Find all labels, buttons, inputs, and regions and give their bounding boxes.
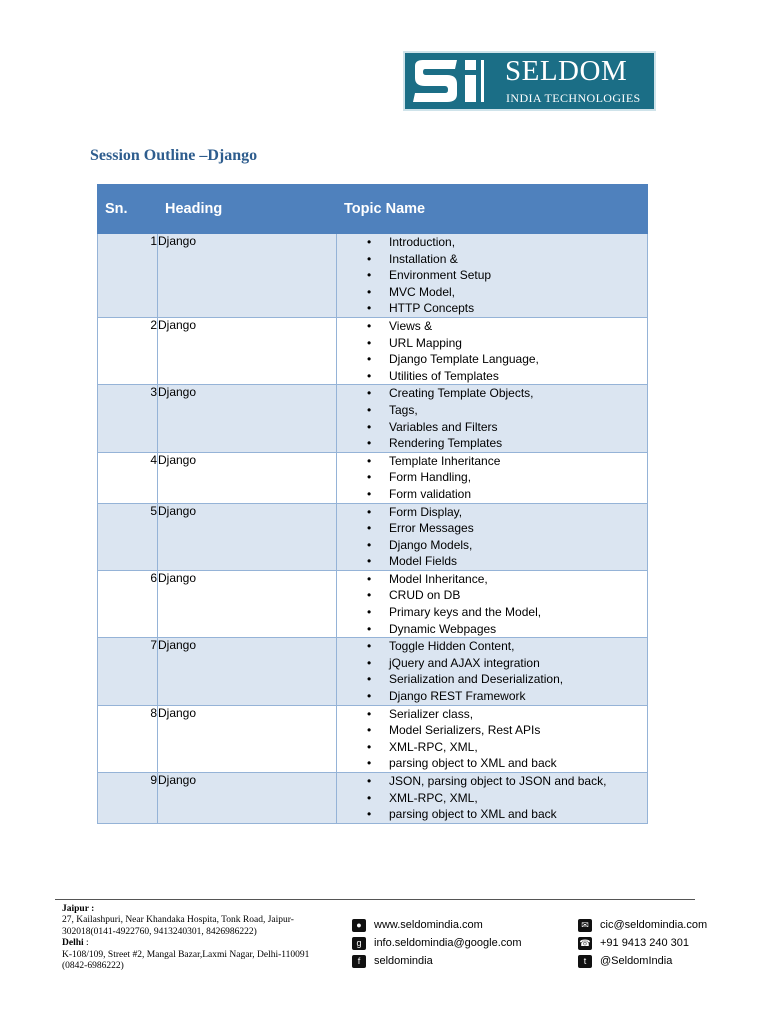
- website-contact[interactable]: [352, 918, 483, 932]
- email-contact[interactable]: [578, 918, 707, 932]
- row-sn: 7: [98, 638, 158, 705]
- column-header-heading: Heading: [158, 185, 337, 234]
- google-plus-icon: g: [352, 937, 366, 950]
- twitter-contact[interactable]: [578, 954, 672, 968]
- row-heading: Django: [158, 317, 337, 384]
- row-sn: 9: [98, 773, 158, 824]
- topic-item: • parsing object to XML and back: [367, 806, 647, 823]
- footer-divider: [55, 899, 695, 900]
- row-topics: [337, 385, 648, 452]
- phone-icon: ☎: [579, 937, 591, 948]
- twitter-icon: t: [578, 955, 592, 968]
- row-topics: [337, 705, 648, 772]
- topic-item: • Django REST Framework: [367, 688, 647, 705]
- table-row: [98, 705, 648, 772]
- topic-item: • Utilities of Templates: [367, 368, 647, 385]
- row-sn: 5: [98, 503, 158, 570]
- topic-item: • Template Inheritance: [367, 453, 647, 470]
- facebook-icon: f: [352, 955, 366, 968]
- row-sn: 3: [98, 385, 158, 452]
- table-row: [98, 773, 648, 824]
- topic-item: • Form Handling,: [367, 469, 647, 486]
- row-heading: Django: [158, 638, 337, 705]
- delhi-address: K-108/109, Street #2, Mangal Bazar,Laxmi Nagar, Delhi-110091 (0842-6986222): [62, 949, 310, 972]
- table-row: [98, 503, 648, 570]
- google-contact[interactable]: [352, 936, 522, 950]
- row-sn: 8: [98, 705, 158, 772]
- table-header-row: [98, 185, 648, 234]
- topic-item: • MVC Model,: [367, 284, 647, 301]
- page-title: Session Outline –Django: [90, 147, 258, 164]
- row-heading: Django: [158, 385, 337, 452]
- phone-contact[interactable]: [578, 936, 689, 950]
- row-heading: Django: [158, 234, 337, 318]
- row-heading: Django: [158, 570, 337, 637]
- topic-item: • URL Mapping: [367, 335, 647, 352]
- topic-item: • parsing object to XML and back: [367, 755, 647, 772]
- topic-list: [337, 234, 647, 317]
- topic-item: • Toggle Hidden Content,: [367, 638, 647, 655]
- topic-list: [337, 504, 647, 570]
- table-body: [98, 234, 648, 824]
- table-row: [98, 452, 648, 503]
- topic-list: [337, 453, 647, 503]
- row-heading: Django: [158, 773, 337, 824]
- topic-item: • Tags,: [367, 402, 647, 419]
- logo-tagline: INDIA TECHNOLOGIES: [506, 91, 641, 105]
- row-topics: [337, 452, 648, 503]
- topic-item: • XML-RPC, XML,: [367, 790, 647, 807]
- google-text: info.seldomindia@google.com: [374, 937, 522, 949]
- facebook-text: seldomindia: [374, 955, 433, 967]
- row-topics: [337, 234, 648, 318]
- globe-icon: ●: [352, 919, 366, 932]
- row-sn: 2: [98, 317, 158, 384]
- topic-item: • Form Display,: [367, 504, 647, 521]
- table-row: [98, 317, 648, 384]
- topic-item: • Creating Template Objects,: [367, 385, 647, 402]
- row-topics: [337, 503, 648, 570]
- topic-item: • Dynamic Webpages: [367, 621, 647, 638]
- jaipur-address: 27, Kailashpuri, Near Khandaka Hospita, Tonk Road, Jaipur-302018(0141-4922760, 9413240301, 8426986222): [62, 915, 294, 937]
- logo-name: SELDOM: [505, 55, 628, 87]
- topic-item: • Django Models,: [367, 537, 647, 554]
- topic-item: • Django Template Language,: [367, 351, 647, 368]
- topic-list: [337, 706, 647, 772]
- row-heading: Django: [158, 452, 337, 503]
- topic-item: • Variables and Filters: [367, 419, 647, 436]
- table-row: [98, 570, 648, 637]
- topic-item: • Error Messages: [367, 520, 647, 537]
- topic-item: • jQuery and AJAX integration: [367, 655, 647, 672]
- row-sn: 4: [98, 452, 158, 503]
- topic-item: • XML-RPC, XML,: [367, 739, 647, 756]
- topic-item: • Introduction,: [367, 234, 647, 251]
- topic-list: [337, 385, 647, 451]
- row-sn: 6: [98, 570, 158, 637]
- topic-list: [337, 638, 647, 704]
- topic-item: • Model Inheritance,: [367, 571, 647, 588]
- footer-addresses: Jaipur : 27, Kailashpuri, Near Khandaka Hospita, Tonk Road, Jaipur-302018(0141-4922760, 9413240301, 8426986222) Delhi : K-108/109, Street #2, Mangal Bazar,Laxmi Nagar, Delhi-110091 (0842-6986222): [62, 904, 310, 972]
- column-header-topic: Topic Name: [337, 185, 648, 234]
- session-outline-table: [97, 184, 648, 824]
- table-row: [98, 385, 648, 452]
- topic-item: • Primary keys and the Model,: [367, 604, 647, 621]
- topic-item: • HTTP Concepts: [367, 300, 647, 317]
- delhi-label: Delhi: [62, 938, 84, 949]
- row-sn: 1: [98, 234, 158, 318]
- topic-list: [337, 318, 647, 384]
- topic-item: • Model Serializers, Rest APIs: [367, 722, 647, 739]
- row-topics: [337, 773, 648, 824]
- row-heading: Django: [158, 705, 337, 772]
- topic-item: • Serializer class,: [367, 706, 647, 723]
- row-topics: [337, 638, 648, 705]
- facebook-contact[interactable]: [352, 954, 433, 968]
- topic-item: • Environment Setup: [367, 267, 647, 284]
- topic-item: • Installation &: [367, 251, 647, 268]
- table-row: [98, 234, 648, 318]
- email-text: cic@seldomindia.com: [600, 919, 708, 931]
- topic-item: • Form validation: [367, 486, 647, 503]
- row-topics: [337, 570, 648, 637]
- topic-item: • JSON, parsing object to JSON and back,: [367, 773, 647, 790]
- website-text: www.seldomindia.com: [374, 919, 483, 931]
- company-logo: [403, 51, 656, 111]
- twitter-text: @SeldomIndia: [600, 955, 673, 967]
- jaipur-label: Jaipur :: [62, 904, 95, 914]
- table-row: [98, 638, 648, 705]
- topic-item: • Views &: [367, 318, 647, 335]
- topic-list: [337, 571, 647, 637]
- topic-item: • Serialization and Deserialization,: [367, 671, 647, 688]
- row-heading: Django: [158, 503, 337, 570]
- topic-item: • Rendering Templates: [367, 435, 647, 452]
- mail-icon: ✉: [578, 919, 592, 932]
- topic-item: • Model Fields: [367, 553, 647, 570]
- row-topics: [337, 317, 648, 384]
- seldom-logo-mark-icon: [411, 58, 497, 104]
- phone-text: +91 9413 240 301: [600, 937, 690, 949]
- topic-item: • CRUD on DB: [367, 587, 647, 604]
- column-header-sn: Sn.: [98, 185, 158, 234]
- topic-list: [337, 773, 647, 823]
